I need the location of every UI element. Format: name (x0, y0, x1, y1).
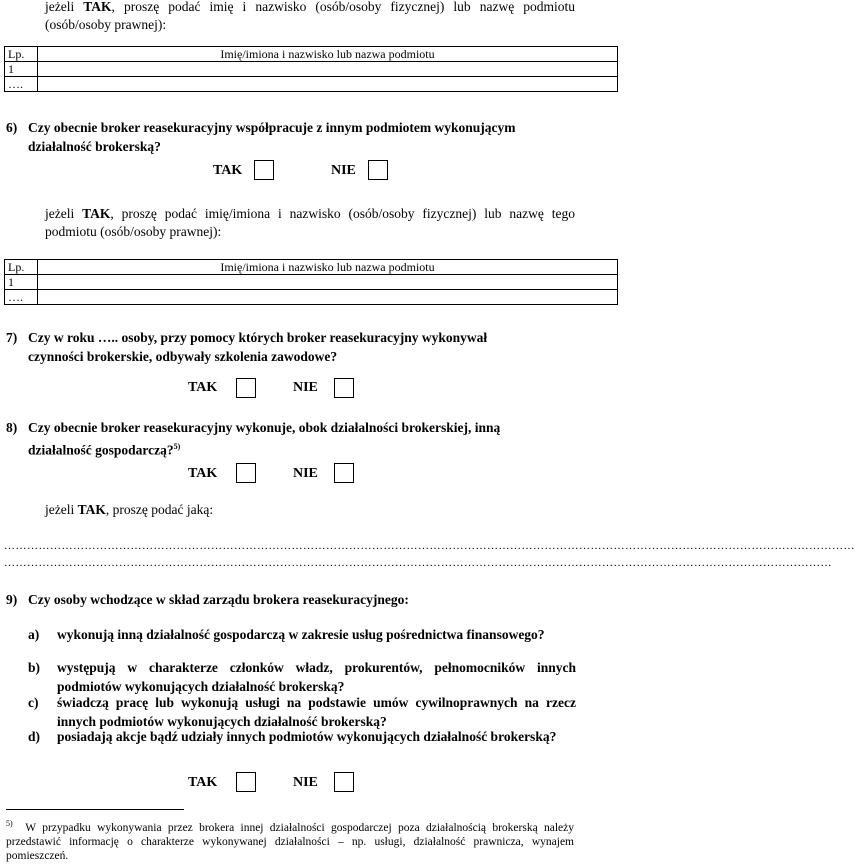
q9-item-label: b) (28, 660, 41, 675)
row-number: 1 (5, 62, 38, 77)
q7-text (6, 328, 576, 366)
q9-yes-checkbox[interactable] (236, 772, 256, 792)
q8-line2 (6, 437, 576, 460)
q9-item-text: występują w charakterze członków władz, prokurentów, pełnomocników innych podmiotów wykonujących działalność brokerską? (57, 660, 576, 694)
row-number: 1 (5, 275, 38, 290)
q9-item-b (30, 658, 576, 696)
name-cell[interactable] (38, 77, 618, 92)
q8-intro (45, 501, 575, 519)
q9-item-label: c) (28, 695, 39, 710)
col-name-header: Imię/imiona i nazwisko lub nazwa podmiotu (38, 47, 618, 62)
table-header-row (5, 47, 618, 62)
q9-yes-label: TAK (188, 775, 218, 790)
q8-text (6, 418, 576, 460)
q5-intro-after: , proszę podać imię i nazwisko (osób/osoby fizycznej) lub nazwę podmiotu (osób/osoby prawnej): (45, 0, 575, 32)
q7-line1: Czy w roku ….. osoby, przy pomocy których broker reasekuracyjny wykonywał (28, 330, 488, 345)
q9-item-text: wykonują inną działalność gospodarczą w zakresie usług pośrednictwa finansowego? (57, 627, 545, 642)
q8-line2-text: działalność gospodarczą? (28, 442, 174, 458)
q5-intro-tak: TAK (83, 0, 112, 14)
table-row (5, 77, 618, 92)
q9-no-label: NIE (293, 775, 318, 790)
table-row (5, 62, 618, 77)
q8-no-label: NIE (293, 466, 318, 481)
q6-yes-label: TAK (213, 163, 243, 178)
q6-intro (45, 205, 575, 241)
q7-yes-label: TAK (188, 380, 218, 395)
q9-item-text: posiadają akcje bądź udziały innych podmiotów wykonujących działalność brokerską? (57, 729, 557, 744)
q6-number: 6) (6, 120, 18, 135)
table-header-row (5, 260, 618, 275)
col-name-header: Imię/imiona i nazwisko lub nazwa podmiotu (38, 260, 618, 275)
q9-question: Czy osoby wchodzące w skład zarządu brokera reasekuracyjnego: (28, 592, 409, 607)
q9-item-d (30, 727, 576, 746)
q6-names-table (4, 259, 618, 305)
q6-no-label: NIE (331, 163, 356, 178)
q9-item-c (30, 693, 576, 731)
col-lp-header: Lp. (5, 47, 38, 62)
q6-no-checkbox[interactable] (368, 160, 388, 180)
q6-yes-checkbox[interactable] (254, 160, 274, 180)
name-cell[interactable] (38, 62, 618, 77)
q5-intro-before: jeżeli (45, 0, 84, 14)
q6-intro-before: jeżeli (45, 206, 83, 221)
footnote-ref: 5) (173, 442, 181, 451)
table-row (5, 290, 618, 305)
q8-intro-before: jeżeli (45, 502, 78, 517)
q9-number: 9) (6, 592, 18, 607)
q7-no-label: NIE (293, 380, 318, 395)
q6-line2: działalność brokerską? (28, 139, 161, 154)
q9-item-label: a) (28, 627, 40, 642)
q8-intro-tak: TAK (77, 502, 106, 517)
table-row (5, 275, 618, 290)
q9-item-label: d) (28, 729, 41, 744)
q8-no-checkbox[interactable] (334, 463, 354, 483)
q6-text (6, 118, 576, 156)
q8-answer-line-1[interactable]: …………………………………………………………………………………………………………………………………………………………………………………………………… (4, 540, 855, 552)
q8-yes-checkbox[interactable] (236, 463, 256, 483)
q9-item-text: świadczą pracę lub wykonują usługi na podstawie umów cywilnoprawnych na rzecz innych podmiotów wykonujących działalność brokerską? (57, 695, 576, 729)
row-number: …. (5, 290, 38, 305)
name-cell[interactable] (38, 290, 618, 305)
q7-yes-checkbox[interactable] (236, 378, 256, 398)
q7-number: 7) (6, 330, 18, 345)
footnote (6, 817, 574, 863)
footnote-mark: 5) (6, 819, 13, 828)
q8-line1: Czy obecnie broker reasekuracyjny wykonuje, obok działalności brokerskiej, inną (28, 420, 501, 435)
q5-names-table (4, 46, 618, 92)
q5-intro (45, 0, 575, 34)
footnote-text: W przypadku wykonywania przez brokera innej działalności gospodarczej poza działalnością brokerską należy przedstawić informację o charakterze wykonywanej działalności – np. usługi, działalność prawnicza, wynajem pomieszczeń. (6, 821, 574, 862)
q6-intro-tak: TAK (82, 206, 111, 221)
q7-line2: czynności brokerskie, odbywały szkolenia zawodowe? (28, 349, 338, 364)
q7-no-checkbox[interactable] (334, 378, 354, 398)
q9-text (6, 590, 576, 609)
footnote-separator (6, 809, 184, 810)
q6-intro-after: , proszę podać imię/imiona i nazwisko (osób/osoby fizycznej) lub nazwę tego podmiotu (osób/osoby prawnej): (45, 206, 575, 239)
q8-answer-line-2[interactable]: ……………………………………………………………………………………………………………………………………………………………………………………………… (4, 557, 832, 569)
q6-line1: Czy obecnie broker reasekuracyjny współpracuje z innym podmiotem wykonującym (28, 120, 516, 135)
q8-number: 8) (6, 420, 18, 435)
row-number: …. (5, 77, 38, 92)
q9-item-a (30, 625, 576, 644)
name-cell[interactable] (38, 275, 618, 290)
q9-no-checkbox[interactable] (334, 772, 354, 792)
q8-intro-after: , proszę podać jaką: (105, 502, 214, 517)
col-lp-header: Lp. (5, 260, 38, 275)
q8-yes-label: TAK (188, 466, 218, 481)
